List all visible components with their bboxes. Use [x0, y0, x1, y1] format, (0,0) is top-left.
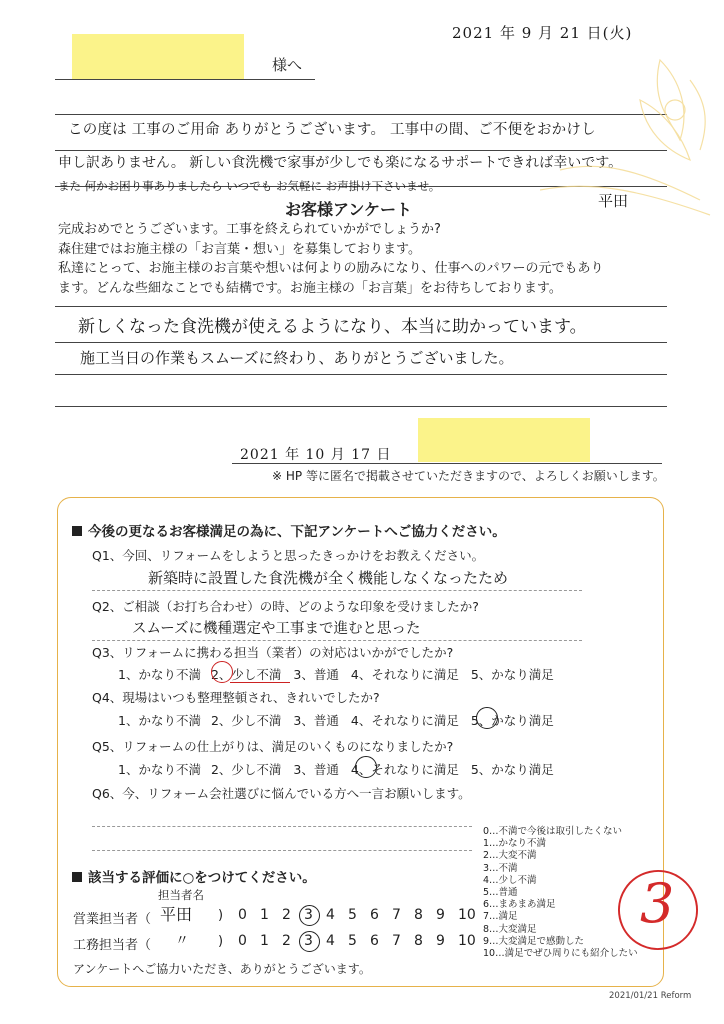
digit: 1 [260, 933, 269, 949]
intro-line: ます。どんな些細なことでも結構です。お施主様の「お言葉」をお待ちしております。 [58, 280, 562, 296]
survey-title: お客様アンケート [285, 200, 413, 219]
intro-line: 森住建ではお施主様の「お言葉・想い」を募集しております。 [58, 241, 421, 257]
letter-signature: 平田 [598, 192, 629, 210]
works-score-circle-icon [299, 931, 320, 952]
sales-close-paren: ) [218, 908, 224, 923]
scale-option: 1、かなり不満 [118, 713, 201, 728]
digit: 10 [458, 933, 476, 949]
digit: 4 [326, 907, 335, 923]
rule [55, 306, 667, 307]
q5: Q5、リフォームの仕上がりは、満足のいくものになりましたか? [92, 739, 454, 754]
addressee-suffix: 様へ [272, 56, 303, 74]
thanks: アンケートへご協力いただき、ありがとうございます。 [73, 962, 371, 976]
legend-item: 4…少し不満 [483, 874, 537, 886]
answer-line [92, 850, 472, 851]
rule [55, 374, 667, 375]
footer-code: 2021/01/21 Reform [609, 991, 692, 1001]
answer-line [92, 826, 472, 827]
scale-option: 3、普通 [293, 762, 339, 777]
response-line-2: 施工当日の作業もスムーズに終わり、ありがとうございました。 [80, 349, 514, 367]
scale-option: 2、少し不満 [210, 713, 282, 728]
digit: 7 [392, 933, 401, 949]
legend-item: 3…不満 [483, 862, 518, 874]
scale-option: 3、普通 [293, 713, 339, 728]
q2: Q2、ご相談（お打ち合わせ）の時、どのような印象を受けましたか? [92, 599, 479, 614]
flower-decoration-icon [540, 40, 720, 220]
redacted-customer-box [418, 418, 590, 462]
digit: 9 [436, 933, 445, 949]
q4: Q4、現場はいつも整理整頓され、きれいでしたか? [92, 690, 380, 705]
scale-option: 5、かなり満足 [470, 667, 554, 682]
digit: 7 [392, 907, 401, 923]
digit: 5 [348, 933, 357, 949]
works-name: 〃 [175, 933, 189, 949]
works-digits [238, 933, 480, 949]
square-bullet-icon [72, 872, 82, 882]
sales-digits [238, 907, 480, 923]
intro-line: 私達にとって、お施主様のお言葉や想いは何よりの励みになり、仕事へのパワーの元でもあり [58, 261, 604, 276]
a2: スムーズに機種選定や工事まで進むと思った [132, 621, 421, 637]
scale-option: 3、普通 [293, 667, 339, 682]
sales-score-circle-icon [299, 905, 320, 926]
survey-intro [58, 220, 603, 298]
works-label: 工務担当者（ [73, 938, 152, 953]
redacted-name-box [72, 34, 244, 80]
q1: Q1、今回、リフォームをしようと思ったきっかけをお教えください。 [92, 548, 485, 563]
q3: Q3、リフォームに携わる担当（業者）の対応はいかがでしたか? [92, 645, 454, 660]
scale-option: 4、それなりに満足 [350, 762, 459, 777]
sales-name: 平田 [160, 905, 193, 924]
scale-option: 4、それなりに満足 [350, 667, 459, 682]
digit: 6 [370, 907, 379, 923]
digit: 3 [304, 907, 313, 923]
digit: 6 [370, 933, 379, 949]
digit: 5 [348, 907, 357, 923]
a1: 新築時に設置した食洗機が全く機能しなくなったため [148, 569, 509, 587]
letter-line-2: 申し訳ありません。 新しい食洗機で家事が少しでも楽になるサポートできれば幸いです。 [58, 155, 623, 171]
q3-scale [118, 665, 554, 683]
legend-item: 9…大変満足で感動した [483, 935, 585, 947]
letter-line-3: また 何かお困り事ありましたら いつでも お気軽に お声掛け下さいませ。 [58, 179, 441, 193]
answer-line [92, 590, 582, 591]
rule [55, 342, 667, 343]
scale-option: 5、かなり満足 [470, 762, 554, 777]
letter-date: 2021 年 9 月 21 日(火) [452, 24, 633, 42]
digit: 3 [304, 933, 313, 949]
handwritten-score: 3 [640, 872, 675, 935]
intro-line: 完成おめでとうございます。工事を終えられていかがでしょうか? [58, 222, 441, 237]
response-date: 2021 年 10 月 17 日 [240, 447, 392, 463]
digit: 0 [238, 907, 247, 923]
q5-scale [118, 760, 554, 778]
legend-item: 2…大変不満 [483, 850, 537, 862]
digit: 4 [326, 933, 335, 949]
works-close-paren: ) [218, 934, 224, 949]
legend-item: 6…まあまあ満足 [483, 899, 556, 911]
q4-answer-circle-icon [476, 707, 498, 729]
questionnaire-heading [72, 520, 506, 540]
questionnaire-heading-text: 今後の更なるお客様満足の為に、下記アンケートへご協力ください。 [88, 524, 506, 540]
digit: 2 [282, 933, 291, 949]
scale-option: 4、それなりに満足 [350, 713, 459, 728]
legend-item: 10…満足でぜひ周りにも紹介したい [483, 948, 638, 960]
scale-option: 5、かなり満足 [470, 713, 554, 728]
digit: 8 [414, 907, 423, 923]
letter-line-1: この度は 工事のご用命 ありがとうございます。 工事中の間、ご不便をおかけし [68, 122, 596, 138]
digit: 10 [458, 907, 476, 923]
q3-answer-circle-icon [211, 661, 233, 683]
name-header: 担当者名 [158, 888, 204, 902]
response-line-1: 新しくなった食洗機が使えるようになり、本当に助かっています。 [78, 317, 587, 337]
legend-item: 0…不満で今後は取引したくない [483, 826, 623, 837]
notice: ※ HP 等に匿名で掲載させていただきますので、よろしくお願いします。 [272, 469, 665, 483]
rule [55, 406, 667, 407]
scale-option: 2、少し不満 [210, 667, 282, 682]
rating-heading-text: 該当する評価に○をつけてください。 [88, 870, 316, 886]
scale-option: 2、少し不満 [210, 762, 282, 777]
digit: 0 [238, 933, 247, 949]
rating-heading [72, 866, 316, 886]
q5-answer-circle-icon [355, 756, 377, 778]
square-bullet-icon [72, 526, 82, 536]
digit: 1 [260, 907, 269, 923]
legend-item: 7…満足 [483, 911, 518, 923]
legend-item: 8…大変満足 [483, 923, 537, 935]
digit: 2 [282, 907, 291, 923]
rating-legend [483, 826, 638, 960]
legend-item: 1…かなり不満 [483, 838, 547, 850]
answer-line [92, 640, 582, 641]
addressee-line [55, 79, 315, 80]
legend-item: 5…普通 [483, 887, 518, 899]
q6: Q6、今、リフォーム会社選びに悩んでいる方へ一言お願いします。 [92, 786, 471, 801]
scale-option: 1、かなり不満 [118, 667, 201, 682]
sales-label: 営業担当者（ [73, 912, 152, 927]
date-line [232, 463, 662, 464]
q3-underline [230, 682, 290, 683]
scale-option: 1、かなり不満 [118, 762, 201, 777]
digit: 8 [414, 933, 423, 949]
digit: 9 [436, 907, 445, 923]
